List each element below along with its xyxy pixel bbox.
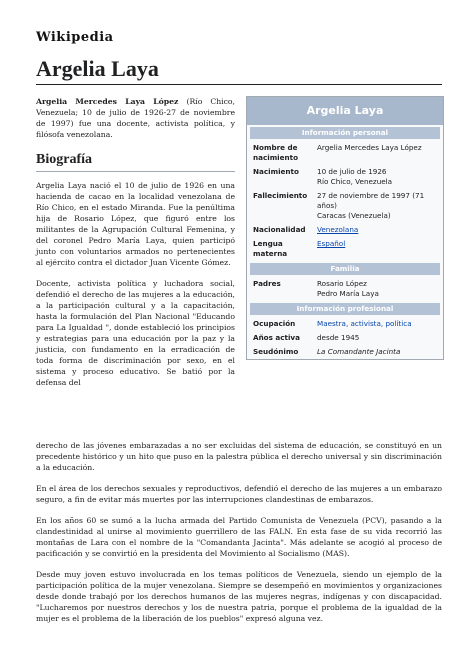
infobox-row-nationality: [247, 223, 443, 237]
infobox-row-death: [247, 189, 443, 223]
section-heading-biografia: Biografía: [36, 152, 235, 172]
lead-subject-name: Argelia Mercedes Laya López: [36, 97, 179, 106]
page-title: Argelia Laya: [36, 56, 159, 81]
title-divider: [36, 84, 442, 85]
infobox-key: Años activa: [253, 333, 300, 342]
infobox-value: Argelia Mercedes Laya López: [317, 143, 422, 152]
bio-paragraph-5: En los años 60 se sumó a la lucha armada del Partido Comunista de Venezuela (PCV), pasando a la clandestinidad al unirse al movimiento guerrillero de las FALN. En esta fase de su vida recorrió las montañas de Lara con el nombre de la "Comandanta Jacinta". Más adelante se acogió al proceso de pacificación y se convirtió en la presidenta del Movimiento al Socialismo (MAS).: [36, 516, 442, 558]
infobox-key: Lengua materna: [253, 239, 288, 258]
lead-paragraph: [36, 96, 235, 150]
infobox-value[interactable]: 27 de noviembre de 1997 (71 años) Caracas (Venezuela): [317, 191, 425, 220]
bio-paragraph-2: Docente, activista política y luchadora social, defendió el derecho de las mujeres a la educación, a la participación cultural y a la capacitación, hasta la formulación del Plan Nacional "Educando para La Igualdad ", donde estableció los principios y estrategias para una educación por la paz y la justicia, con fundamento en la erradicación de toda forma de discriminación por sexo, en el sistema y proceso educativo. Se batió por la defensa del: [36, 279, 235, 387]
infobox-header-family: Familia: [250, 263, 440, 275]
biography-column: [36, 180, 235, 398]
infobox-title: Argelia Laya: [247, 97, 443, 125]
article-page: [36, 28, 442, 623]
infobox-value[interactable]: 10 de julio de 1926 Río Chico, Venezuela: [317, 167, 393, 186]
infobox-value[interactable]: Español: [317, 239, 346, 248]
infobox: [246, 96, 444, 360]
bio-paragraph-3: derecho de las jóvenes embarazadas a no ser excluidas del sistema de educación, se constituyó en un precedente histórico y un hito que puso en la palestra pública el derecho universal y sin discriminación a la educación.: [36, 441, 442, 472]
infobox-key: Nombre de nacimiento: [253, 143, 299, 162]
bio-paragraph-1: Argelia Laya nació el 10 de julio de 1926 en una hacienda de cacao en la localidad venezolana de Río Chico, en el estado Miranda. Fue la penúltima hija de Rosario López, que figuró entre los militantes de la Agrupación Cultural Femenina, y del coronel Pedro María Laya, quien participó junto con voluntarios armados no pertenecientes al ejército contra el dictador Juan Vicente Gómez.: [36, 181, 235, 267]
infobox-value: desde 1945: [317, 333, 360, 342]
infobox-key: Padres: [253, 279, 281, 288]
bio-paragraph-6: Desde muy joven estuvo involucrada en los temas políticos de Venezuela, siendo un ejemplo de la participación política de la mujer venezolana. Siempre se desempeñó en movimientos y organizaciones desde donde trabajó por los derechos humanos de las mujeres negras, indígenas y con discapacidad. "Lucharemos por nuestros derechos y los de nuestra patria, porque el problema de la igualdad de la mujer es el problema de la liberación de los pueblos" expresó alguna vez.: [36, 570, 442, 623]
infobox-row-birth: [247, 165, 443, 189]
infobox-key: Seudónimo: [253, 347, 299, 356]
infobox-row-parents: [247, 277, 443, 301]
infobox-value: Rosario López Pedro María Laya: [317, 279, 379, 298]
infobox-value: La Comandante Jacinta: [317, 347, 401, 356]
infobox-key: Nacionalidad: [253, 225, 306, 234]
infobox-key: Nacimiento: [253, 167, 299, 176]
bio-paragraph-4: En el área de los derechos sexuales y reproductivos, defendió el derecho de las mujeres a un embarazo seguro, a fin de evitar más muertes por las interrupciones clandestinas de embarazos.: [36, 484, 442, 504]
infobox-value[interactable]: Maestra, activista, política: [317, 319, 412, 328]
infobox-value[interactable]: Venezolana: [317, 225, 359, 234]
infobox-key: Ocupación: [253, 319, 296, 328]
infobox-row-occupation: [247, 317, 443, 331]
wikipedia-logo[interactable]: Wikipedia: [36, 30, 114, 45]
infobox-header-personal: Información personal: [250, 127, 440, 139]
infobox-row-mother-tongue: [247, 237, 443, 261]
infobox-header-professional: Información profesional: [250, 303, 440, 315]
biography-fullwidth: [36, 440, 442, 634]
infobox-key: Fallecimiento: [253, 191, 308, 200]
infobox-row-pseudonym: [247, 345, 443, 359]
infobox-row-birth-name: [247, 141, 443, 165]
infobox-row-years-active: [247, 331, 443, 345]
lead-text: (Río Chico, Venezuela; 10 de julio de 1926-27 de noviembre de 1997) fue una docente, activista política, y filósofa venezolana.: [36, 97, 235, 139]
